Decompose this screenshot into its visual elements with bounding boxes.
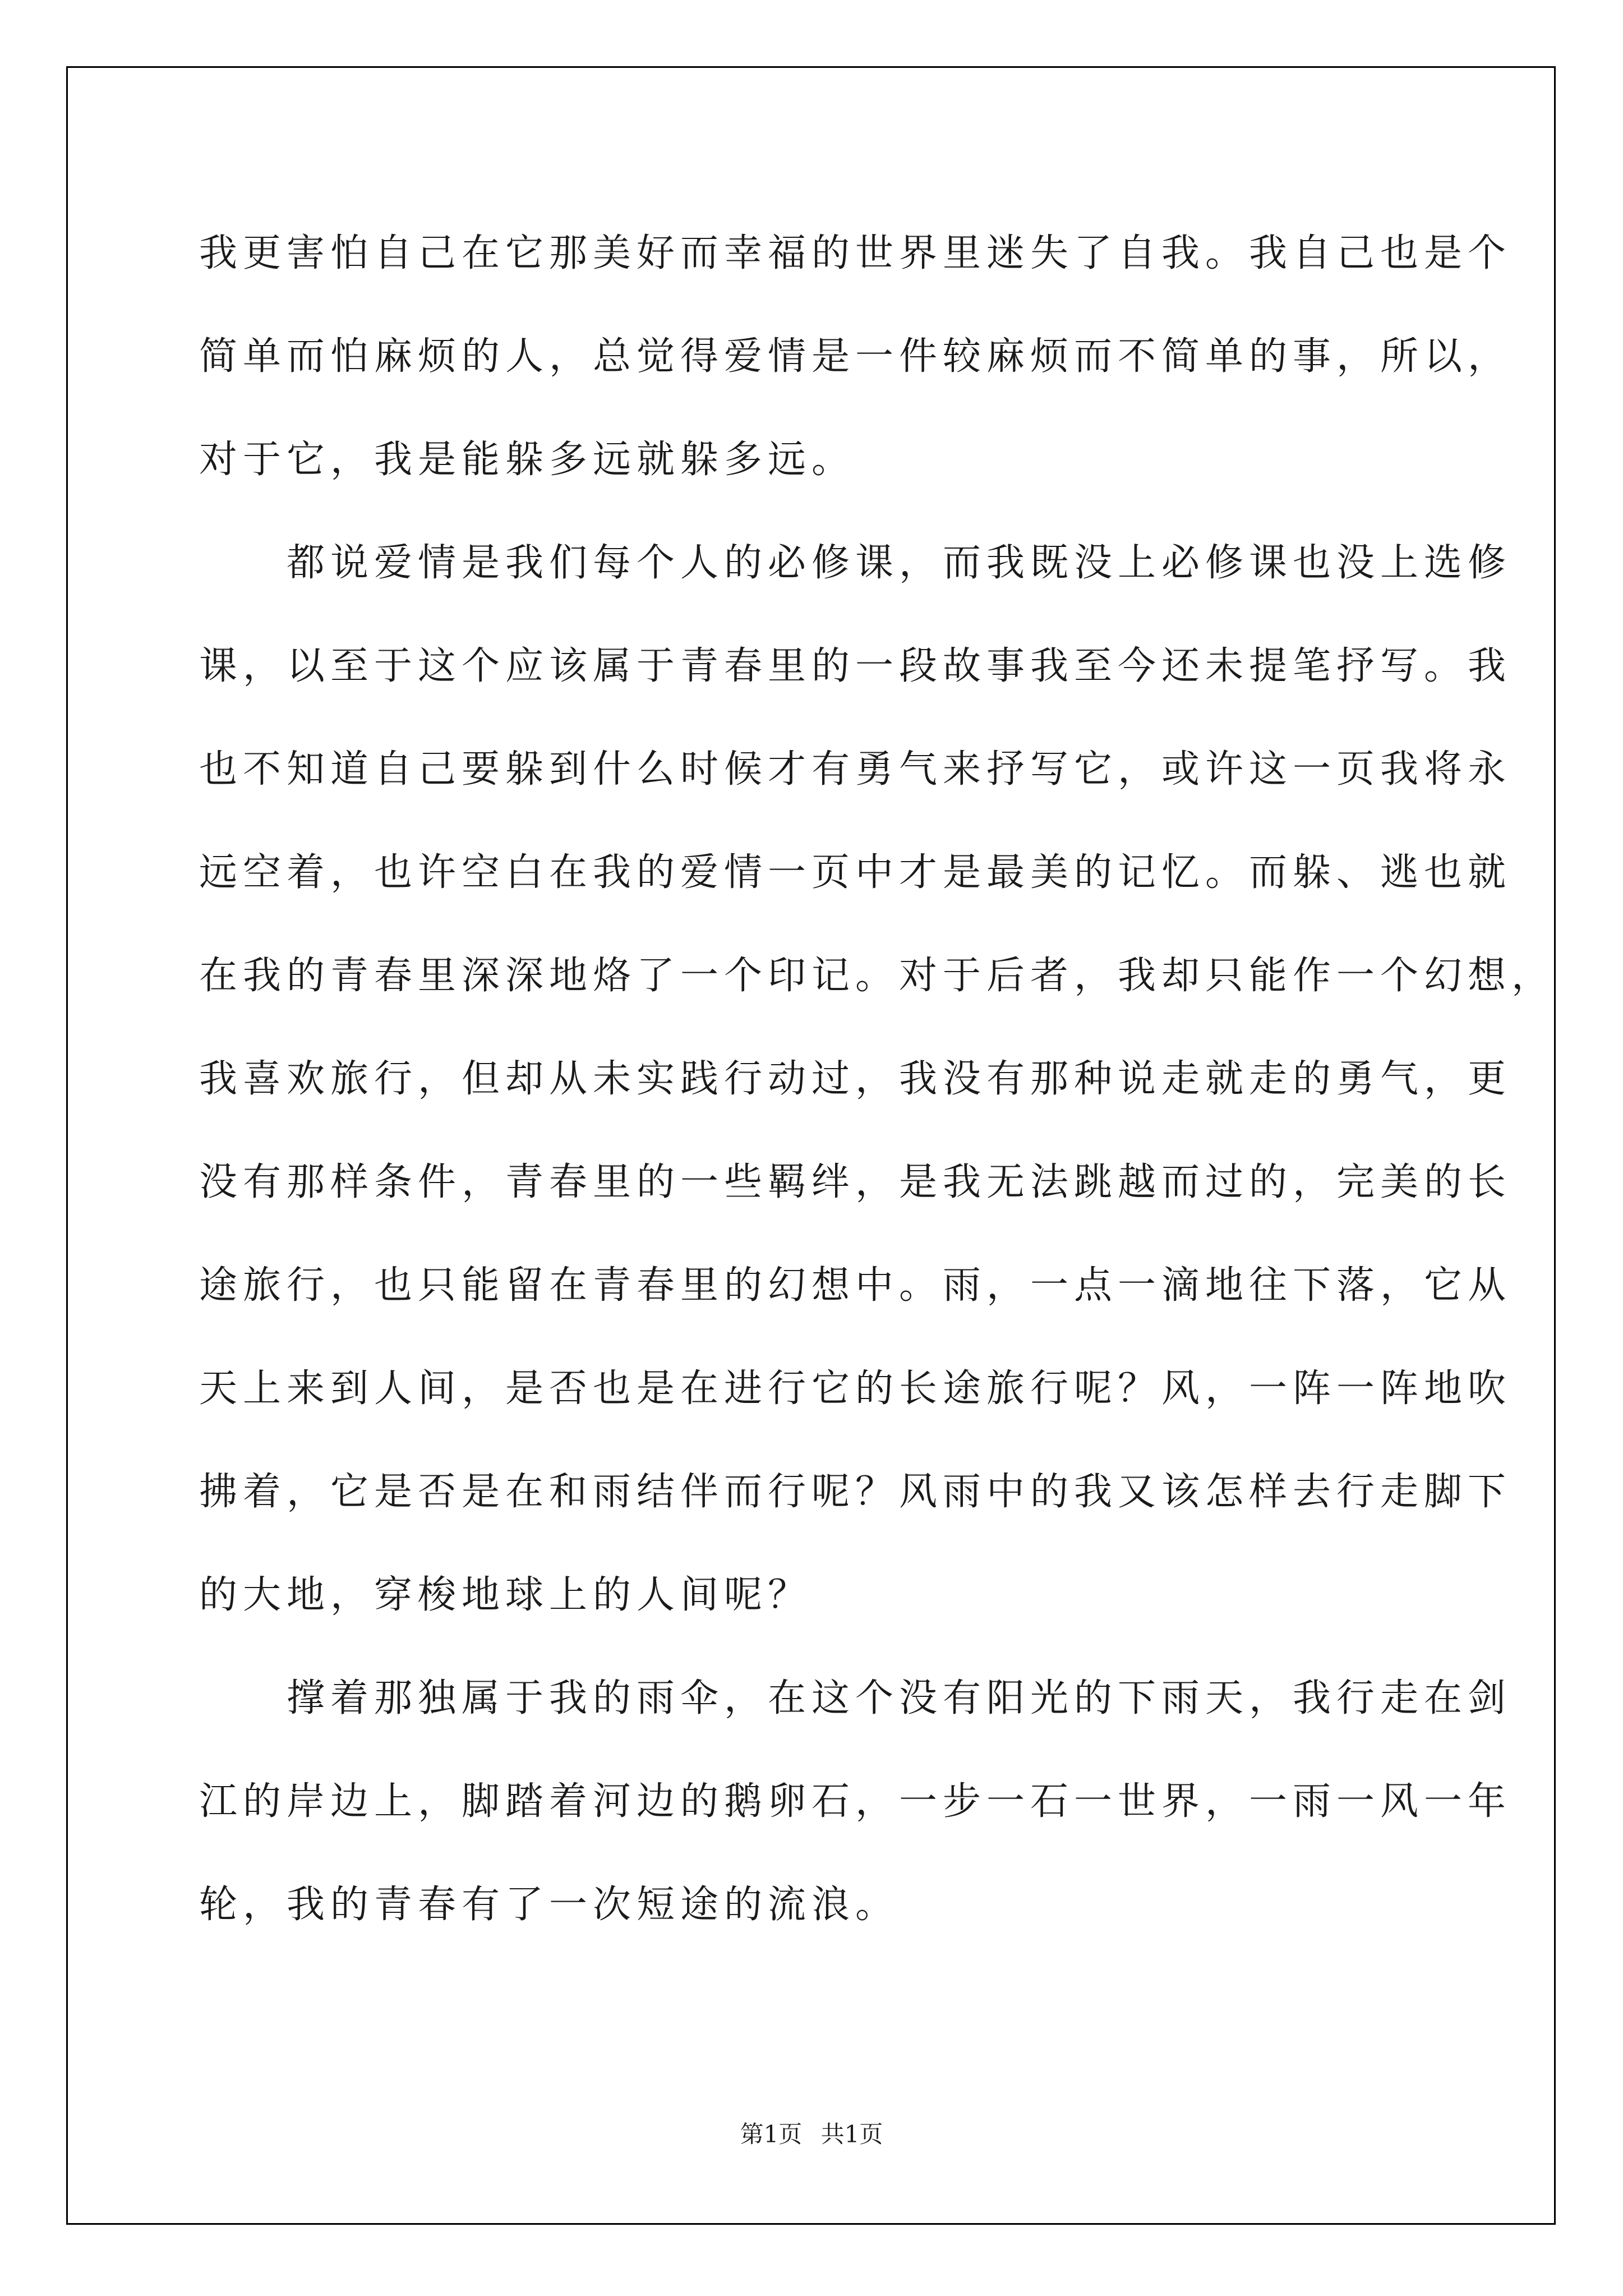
- page-footer: [0, 2118, 1623, 2151]
- text-line: 也不知道自己要躲到什么时候才有勇气来抒写它，或许这一页我将永: [199, 747, 1512, 792]
- text-line: 课，以至于这个应该属于青春里的一段故事我至今还未提笔抒写。我: [199, 644, 1512, 688]
- text-line: 轮，我的青春有了一次短途的流浪。: [199, 1883, 900, 1927]
- text-line: 途旅行，也只能留在青春里的幻想中。雨，一点一滴地往下落，它从: [199, 1263, 1512, 1308]
- text-line: 我更害怕自己在它那美好而幸福的世界里迷失了自我。我自己也是个: [199, 231, 1512, 275]
- text-line: 天上来到人间，是否也是在进行它的长途旅行呢？风，一阵一阵地吹: [199, 1366, 1512, 1411]
- text-line: 在我的青春里深深地烙了一个印记。对于后者，我却只能作一个幻想，: [199, 954, 1556, 998]
- text-line: 的大地，穿梭地球上的人间呢？: [199, 1573, 812, 1617]
- text-line: 对于它，我是能躲多远就躲多远。: [199, 438, 856, 482]
- text-line: 撑着那独属于我的雨伞，在这个没有阳光的下雨天，我行走在剑: [199, 1676, 1512, 1720]
- text-line: 没有那样条件，青春里的一些羁绊，是我无法跳越而过的，完美的长: [199, 1160, 1512, 1204]
- text-line: 简单而怕麻烦的人，总觉得爱情是一件较麻烦而不简单的事，所以，: [199, 334, 1512, 379]
- page-number-current: 第1页: [740, 2120, 803, 2148]
- text-line: 江的岸边上，脚踏着河边的鹅卵石，一步一石一世界，一雨一风一年: [199, 1779, 1512, 1824]
- text-line: 我喜欢旅行，但却从未实践行动过，我没有那种说走就走的勇气，更: [199, 1057, 1512, 1101]
- page-number-total: 共1页: [820, 2120, 883, 2148]
- text-line: 都说爱情是我们每个人的必修课，而我既没上必修课也没上选修: [199, 541, 1512, 585]
- document-body: [199, 206, 1556, 1961]
- text-line: 拂着，它是否是在和雨结伴而行呢？风雨中的我又该怎样去行走脚下: [199, 1470, 1512, 1514]
- text-line: 远空着，也许空白在我的爱情一页中才是最美的记忆。而躲、逃也就: [199, 850, 1512, 895]
